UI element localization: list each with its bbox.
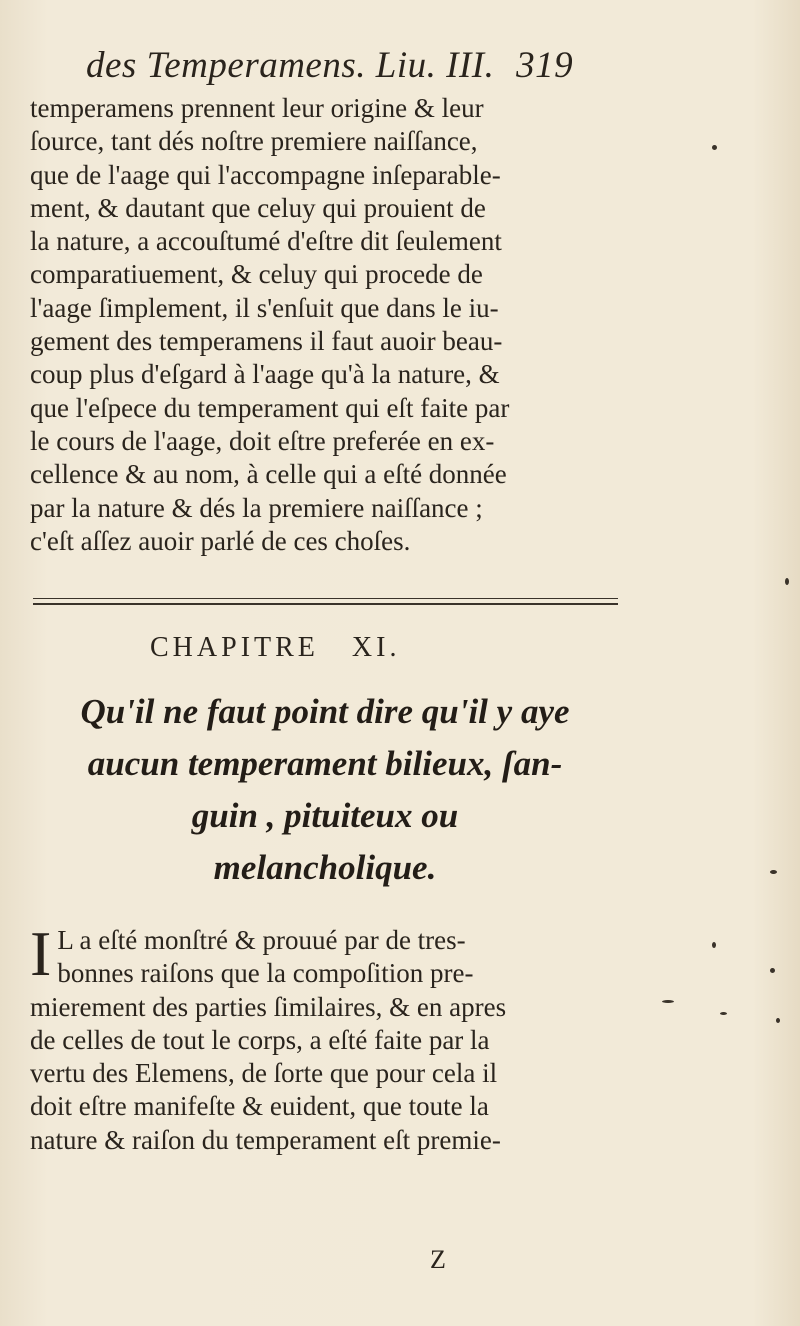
ink-speck	[712, 942, 716, 948]
text-line: par la nature & dés la premiere naiſſance ;	[30, 492, 483, 523]
text-line: cellence & au nom, à celle qui a eſté donnée	[30, 459, 507, 490]
text-line: temperamens prennent leur origine & leur	[30, 93, 484, 123]
ink-speck	[770, 870, 777, 874]
text-line: doit eſtre manifeſte & euident, que toute la	[30, 1091, 489, 1122]
drop-cap: I	[30, 918, 52, 989]
text-line: mierement des parties ſimilaires, & en apres	[30, 991, 507, 1022]
running-title: des Temperamens.	[86, 45, 367, 86]
text-line: ment, & dautant que celuy qui prouient de	[30, 192, 486, 223]
text-line: l'aage ſimplement, il s'enſuit que dans le iu-	[30, 292, 499, 323]
chapter-label: CHAPITRE	[150, 632, 319, 663]
ink-speck	[785, 578, 789, 585]
title-line: guin , pituiteux ou	[191, 796, 459, 835]
text-line: ſource, tant dés noſtre premiere naiſſance,	[30, 126, 478, 157]
section-rule	[33, 598, 618, 599]
running-header	[86, 44, 573, 87]
text-line: que l'eſpece du temperament qui eſt faite par	[30, 392, 510, 423]
text-line: que de l'aage qui l'accompagne inſeparable-	[30, 159, 501, 190]
text-line: de celles de tout le corps, a eſté faite par la	[30, 1024, 490, 1055]
ink-speck	[712, 145, 717, 150]
ink-speck	[776, 1018, 780, 1023]
text-line: comparatiuement, & celuy qui procede de	[30, 259, 483, 290]
ink-speck	[720, 1012, 727, 1015]
chapter-paragraph	[30, 918, 610, 1157]
title-line: Qu'il ne faut point dire qu'il y aye	[80, 692, 570, 731]
text-line: bonnes raiſons que la compoſition pre-	[57, 958, 474, 989]
ink-speck	[770, 968, 775, 973]
text-line: coup plus d'eſgard à l'aage qu'à la nature, &	[30, 359, 500, 390]
text-line: gement des temperamens il faut auoir beau-	[30, 326, 503, 357]
text-line: vertu des Elemens, de ſorte que pour cela il	[30, 1058, 498, 1089]
text-line: la nature, a accouſtumé d'eſtre dit ſeulement	[30, 226, 502, 257]
text-line: L a eſté monſtré & prouué par de tres-	[57, 925, 466, 955]
page-number: 319	[516, 45, 574, 86]
chapter-title	[30, 686, 620, 894]
chapter-number: XI.	[351, 632, 401, 663]
ink-speck	[662, 1000, 674, 1003]
title-line: melancholique.	[213, 848, 437, 887]
text-line: c'eſt aſſez auoir parlé de ces choſes.	[30, 525, 411, 556]
text-line: le cours de l'aage, doit eſtre preferée en ex-	[30, 425, 495, 456]
text-line: nature & raiſon du temperament eſt premie-	[30, 1124, 501, 1155]
body-text	[30, 92, 590, 558]
title-line: aucun temperament bilieux, ſan-	[87, 744, 563, 783]
chapter-heading	[150, 632, 400, 664]
signature-mark: Z	[430, 1245, 446, 1274]
book-number: Liu. III.	[375, 45, 495, 86]
section-rule-thick	[33, 603, 618, 605]
